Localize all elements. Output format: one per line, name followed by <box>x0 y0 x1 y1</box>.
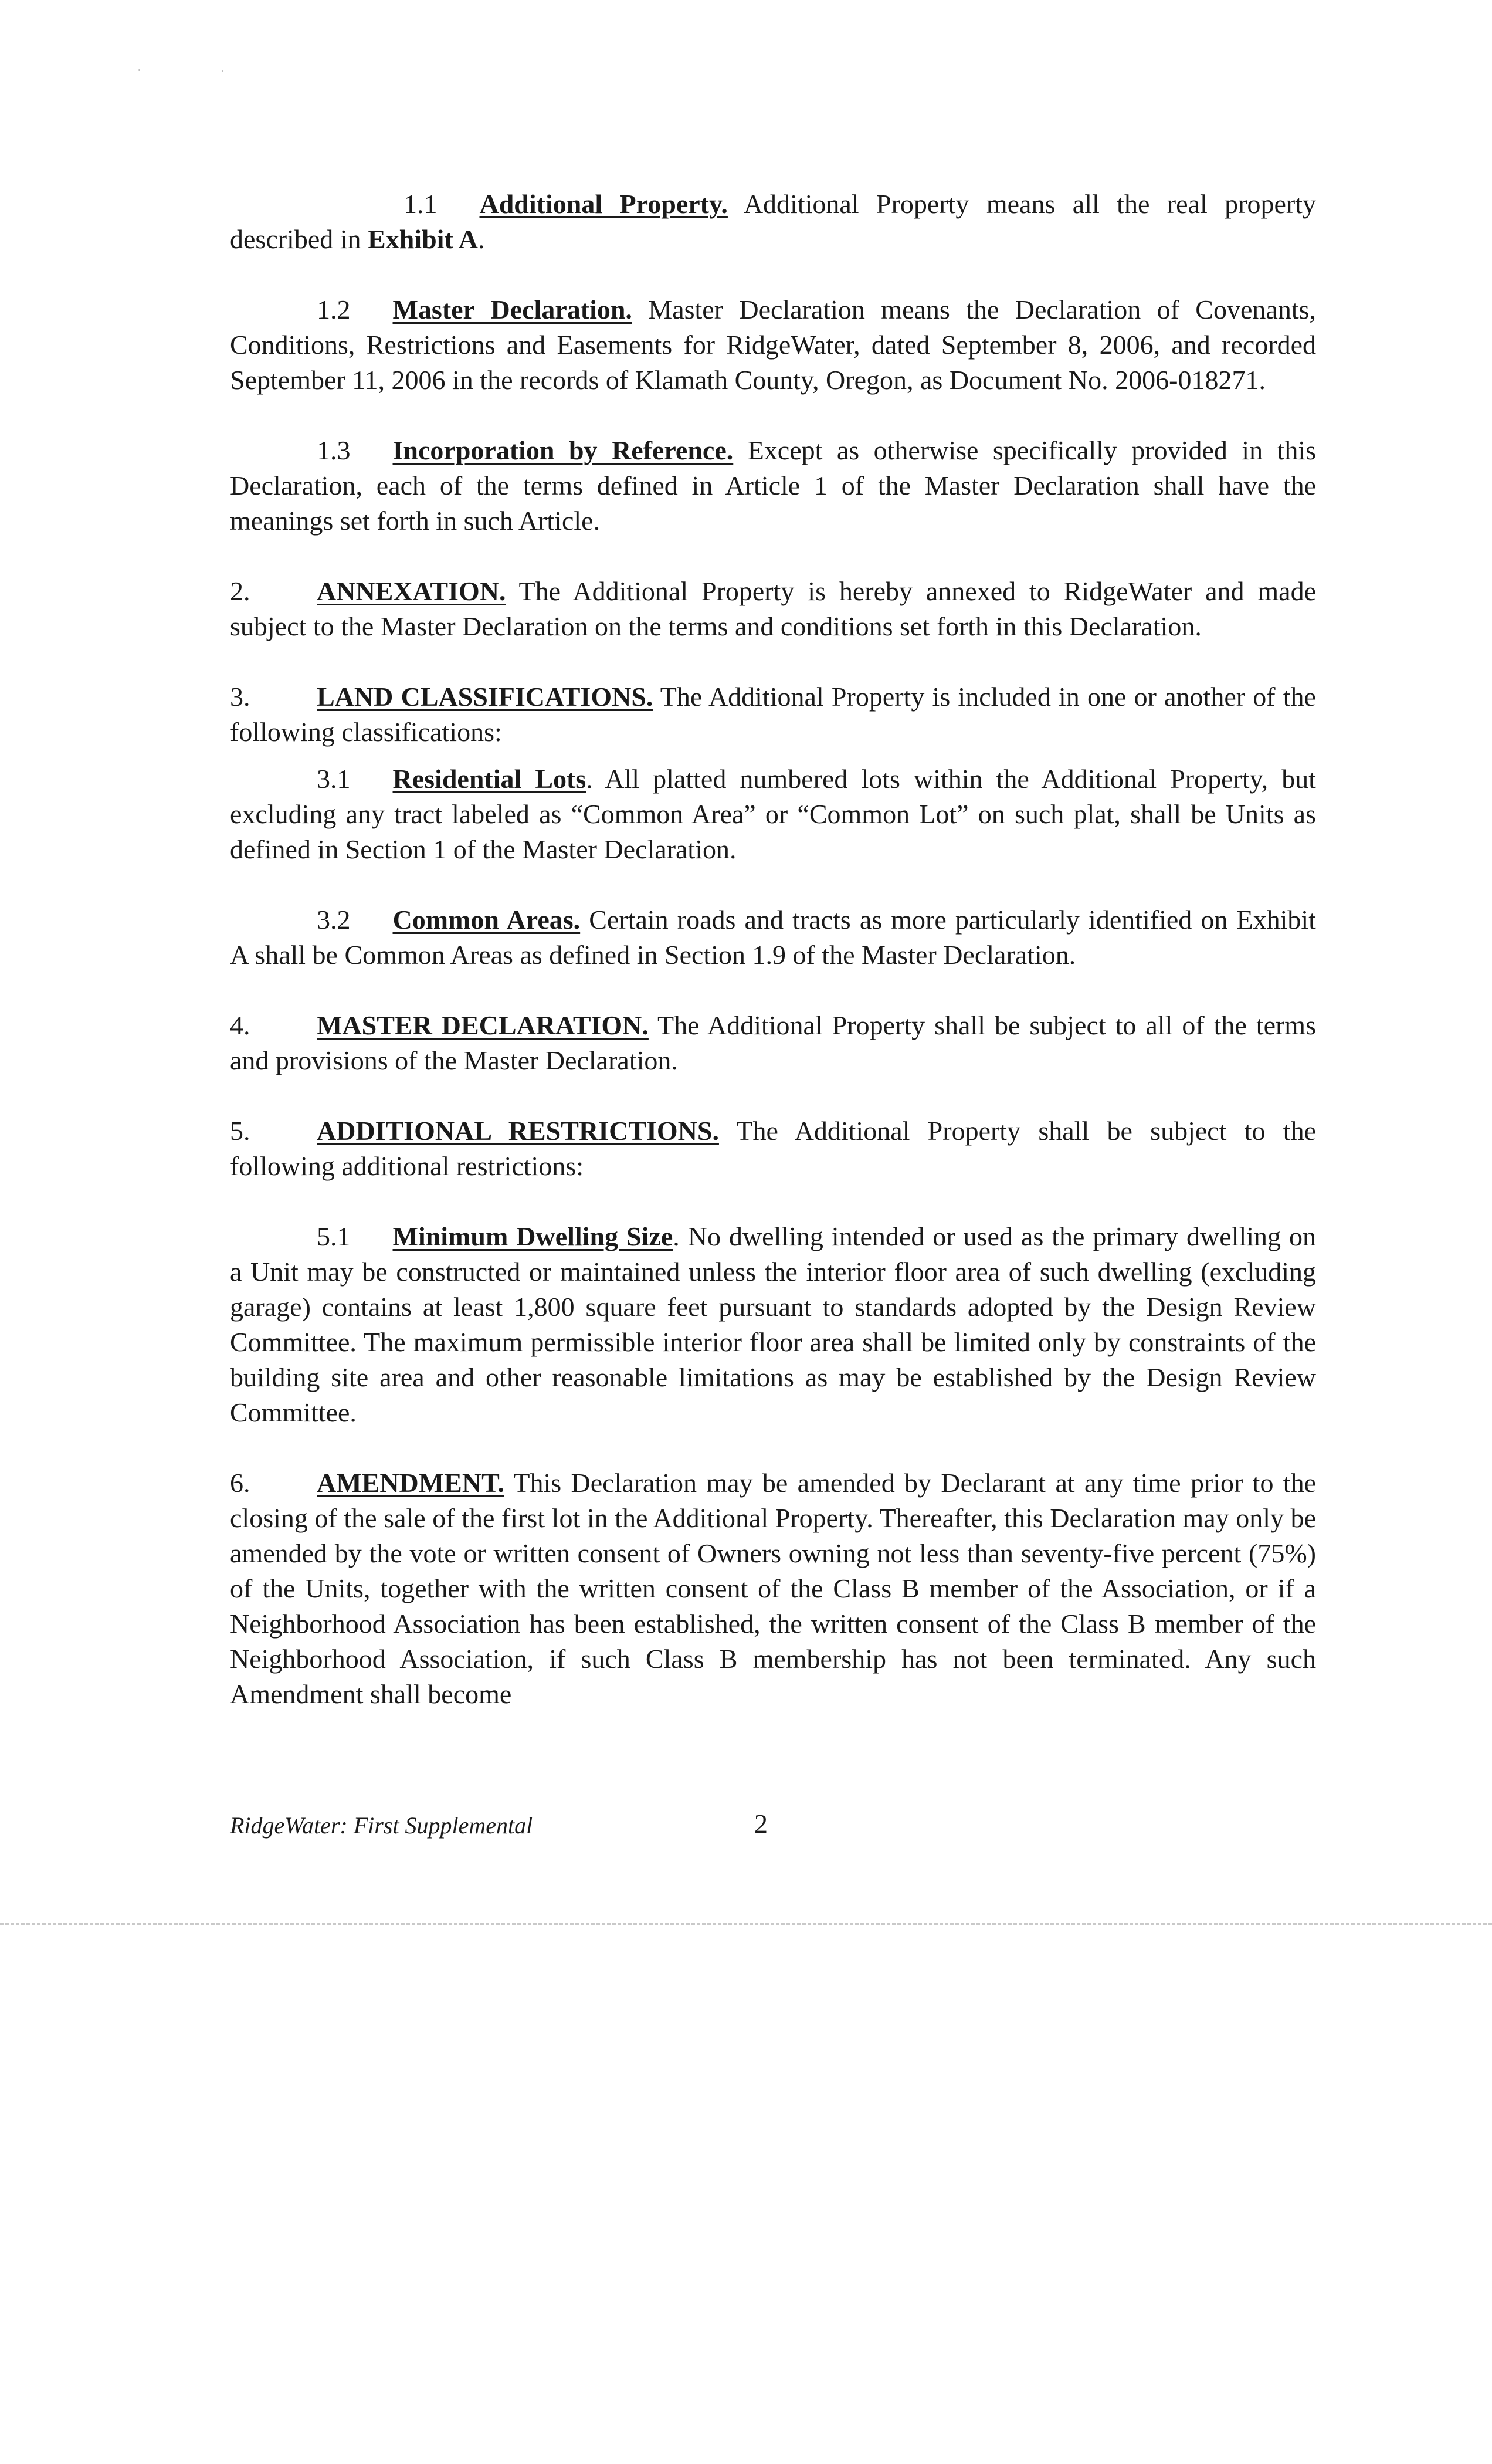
section-number: 4. <box>230 1010 250 1040</box>
section-number: 3.1 <box>317 764 351 794</box>
section-number: 2. <box>230 576 250 606</box>
section-1-3 <box>230 433 1316 539</box>
section-text: The Additional Property is hereby annexed to RidgeWater and made subject to the Master Declaration on the terms and conditions set forth in this Declaration. <box>230 576 1316 641</box>
section-text: . All platted numbered lots within the Additional Property, but excluding any tract labeled as “Common Area” or “Common Lot” on such plat, shall be Units as defined in Section 1 of the Master Declaration. <box>230 764 1316 864</box>
section-number: 5. <box>230 1116 250 1146</box>
document-body <box>230 187 1316 1712</box>
section-5-1 <box>230 1219 1316 1430</box>
footer-document-title: RidgeWater: First Supplemental <box>230 1812 533 1839</box>
section-1-1 <box>230 187 1316 257</box>
section-6 <box>230 1465 1316 1712</box>
section-heading: LAND CLASSIFICATIONS. <box>317 682 653 712</box>
section-text: Master Declaration means the Declaration of Covenants, Conditions, Restrictions and Easements for RidgeWater, dated September 8, 2006, and recorded September 11, 2006 in the records of Klamath County, Oregon, as Document No. 2006-018271. <box>230 295 1316 395</box>
section-2 <box>230 574 1316 644</box>
section-heading: Residential Lots <box>392 764 586 794</box>
section-heading: Incorporation by Reference. <box>392 435 734 465</box>
section-number: 1.2 <box>317 295 351 324</box>
section-heading: AMENDMENT. <box>317 1468 504 1498</box>
section-heading: ADDITIONAL RESTRICTIONS. <box>317 1116 719 1146</box>
section-number: 6. <box>230 1468 250 1498</box>
section-heading: Minimum Dwelling Size <box>392 1221 673 1251</box>
page-number: 2 <box>754 1809 768 1839</box>
section-number: 1.3 <box>317 435 351 465</box>
exhibit-reference: Exhibit A <box>368 224 478 254</box>
section-3-2 <box>230 902 1316 973</box>
scan-speck <box>222 70 223 72</box>
section-number: 3. <box>230 682 250 712</box>
section-text: . No dwelling intended or used as the primary dwelling on a Unit may be constructed or maintained unless the interior floor area of such dwelling (excluding garage) contains at least 1,800 square feet pursuant to standards adopted by the Design Review Committee. The maximum permissible interior floor area shall be limited only by constraints of the building site area and other reasonable limitations as may be established by the Design Review Committee. <box>230 1221 1316 1427</box>
section-text: Certain roads and tracts as more particularly identified on Exhibit A shall be Common Areas as defined in Section 1.9 of the Master Declaration. <box>230 905 1316 970</box>
section-text-end: . <box>477 224 485 254</box>
section-text: The Additional Property shall be subject to all of the terms and provisions of the Master Declaration. <box>230 1010 1316 1075</box>
section-text: Except as otherwise specifically provided in this Declaration, each of the terms defined in Article 1 of the Master Declaration shall have the meanings set forth in such Article. <box>230 435 1316 536</box>
section-heading: Common Areas. <box>392 905 581 935</box>
section-heading: MASTER DECLARATION. <box>317 1010 649 1040</box>
section-heading: Master Declaration. <box>392 295 632 324</box>
section-1-2 <box>230 292 1316 398</box>
section-text: The Additional Property shall be subject to the following additional restrictions: <box>230 1116 1316 1181</box>
section-text: Additional Property means all the real property described in <box>230 189 1316 254</box>
section-text: This Declaration may be amended by Declarant at any time prior to the closing of the sale of the first lot in the Additional Property. Thereafter, this Declaration may only be amended by the vote or written consent of Owners owning not less than seventy-five percent (75%) of the Units, together with the written consent of the Class B member of the Association, or if a Neighborhood Association has been established, the written consent of the Class B member of the Neighborhood Association, if such Class B membership has not been terminated. Any such Amendment shall become <box>230 1468 1316 1709</box>
section-text: The Additional Property is included in one or another of the following classifications: <box>230 682 1316 747</box>
section-5 <box>230 1113 1316 1184</box>
section-number: 1.1 <box>403 189 438 219</box>
section-heading: Additional Property. <box>479 189 728 219</box>
section-number: 5.1 <box>317 1221 351 1251</box>
section-4 <box>230 1008 1316 1078</box>
section-number: 3.2 <box>317 905 351 935</box>
scan-edge-line <box>0 1923 1492 1925</box>
section-3-1 <box>230 761 1316 867</box>
section-heading: ANNEXATION. <box>317 576 506 606</box>
scan-speck <box>138 69 140 71</box>
section-3 <box>230 679 1316 750</box>
